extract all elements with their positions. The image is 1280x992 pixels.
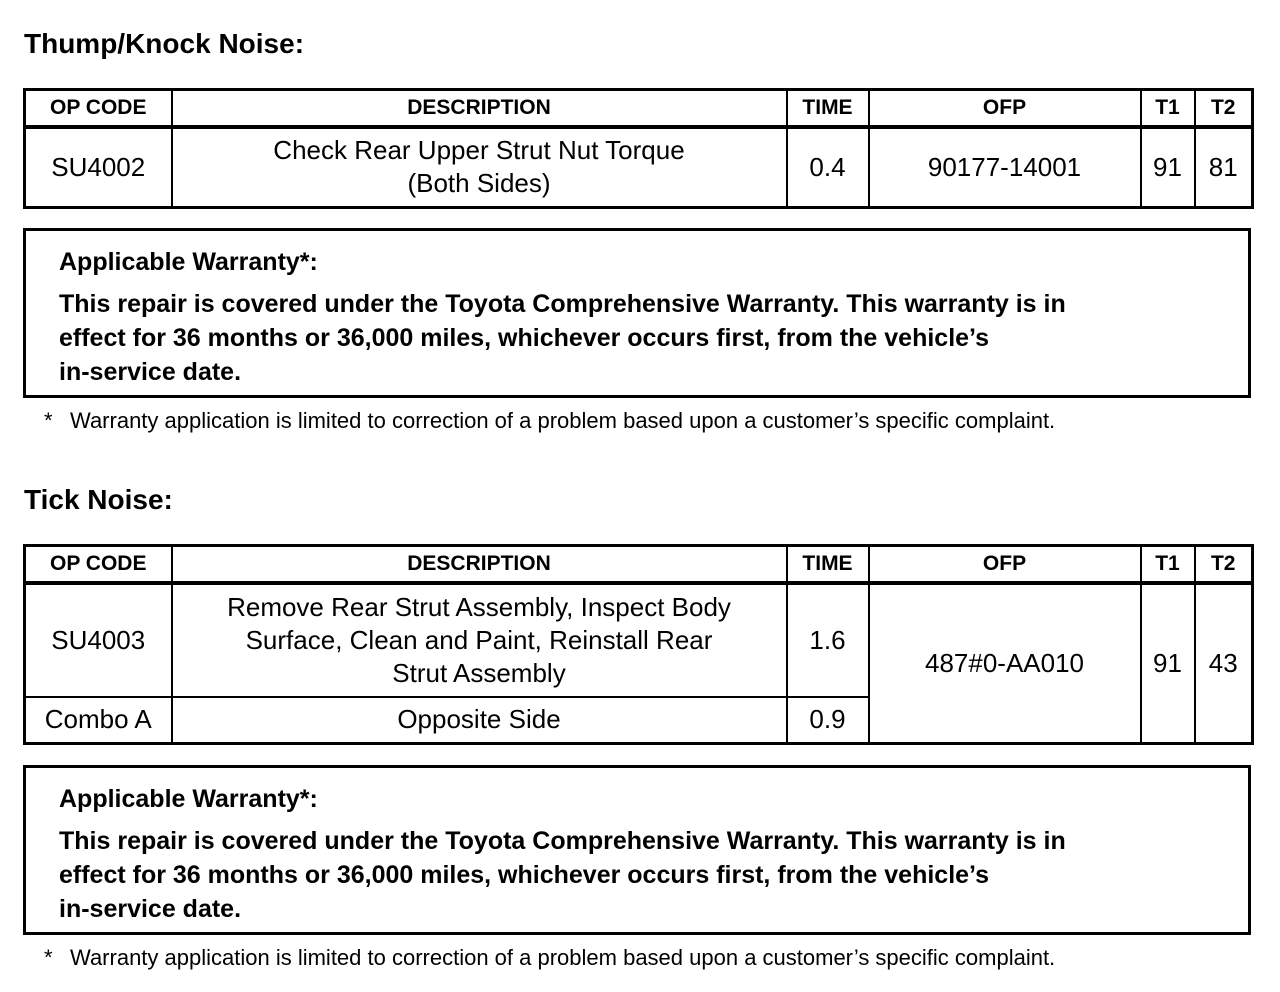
warranty-box-thump-knock	[23, 228, 1251, 398]
ofp-cell: 487#0-AA010	[869, 583, 1141, 743]
section-title-thump-knock: Thump/Knock Noise:	[24, 28, 305, 59]
opcode-table-tick	[23, 544, 1254, 745]
opcode-table-thump-knock	[23, 88, 1254, 209]
warranty-footnote	[44, 945, 1055, 971]
description-line: Surface, Clean and Paint, Reinstall Rear	[245, 625, 713, 655]
time-cell: 1.6	[787, 583, 869, 697]
description-line: (Both Sides)	[407, 168, 551, 199]
description-cell	[172, 583, 787, 697]
warranty-box-tick	[23, 765, 1251, 935]
footnote-text: Warranty application is limited to correction of a problem based upon a customer’s specific complaint.	[70, 945, 1056, 970]
op-code-cell: Combo A	[25, 697, 172, 743]
col-header-op-code: OP CODE	[25, 546, 172, 584]
col-header-description: DESCRIPTION	[172, 546, 787, 584]
col-header-op-code: OP CODE	[25, 90, 172, 128]
col-header-t2: T2	[1195, 546, 1253, 584]
warranty-body-line: effect for 36 months or 36,000 miles, whichever occurs first, from the vehicle’s	[59, 861, 989, 889]
table-header-row	[25, 90, 1253, 128]
t1-cell: 91	[1141, 583, 1195, 743]
op-code-cell: SU4002	[25, 127, 172, 207]
warranty-title: Applicable Warranty*:	[59, 248, 318, 276]
warranty-body-line: This repair is covered under the Toyota Comprehensive Warranty. This warranty is in	[59, 290, 1066, 318]
col-header-time: TIME	[787, 90, 869, 128]
time-cell: 0.4	[787, 127, 869, 207]
description-cell	[172, 697, 787, 743]
table-row	[25, 583, 1253, 697]
warranty-body-line: This repair is covered under the Toyota Comprehensive Warranty. This warranty is in	[59, 827, 1066, 855]
warranty-body-line: in-service date.	[59, 895, 242, 923]
description-line: Check Rear Upper Strut Nut Torque	[273, 135, 685, 166]
col-header-description: DESCRIPTION	[172, 90, 787, 128]
description-cell	[172, 127, 787, 207]
description-line: Strut Assembly	[392, 658, 566, 688]
warranty-footnote	[44, 408, 1055, 434]
warranty-body-line: effect for 36 months or 36,000 miles, whichever occurs first, from the vehicle’s	[59, 324, 989, 352]
t1-cell: 91	[1141, 127, 1195, 207]
footnote-marker: *	[44, 408, 53, 433]
col-header-t1: T1	[1141, 546, 1195, 584]
warranty-body-line: in-service date.	[59, 358, 242, 386]
col-header-t1: T1	[1141, 90, 1195, 128]
description-line: Remove Rear Strut Assembly, Inspect Body	[227, 592, 731, 622]
time-cell: 0.9	[787, 697, 869, 743]
warranty-title: Applicable Warranty*:	[59, 785, 318, 813]
section-title-tick: Tick Noise:	[24, 484, 173, 515]
table-header-row	[25, 546, 1253, 584]
op-code-cell: SU4003	[25, 583, 172, 697]
t2-cell: 43	[1195, 583, 1253, 743]
description-line: Opposite Side	[397, 704, 561, 735]
t2-cell: 81	[1195, 127, 1253, 207]
col-header-ofp: OFP	[869, 546, 1141, 584]
footnote-text: Warranty application is limited to correction of a problem based upon a customer’s specific complaint.	[70, 408, 1056, 433]
warranty-body	[59, 824, 1229, 926]
table-row	[25, 127, 1253, 207]
ofp-cell: 90177-14001	[869, 127, 1141, 207]
footnote-marker: *	[44, 945, 53, 970]
warranty-body	[59, 287, 1229, 389]
col-header-time: TIME	[787, 546, 869, 584]
col-header-ofp: OFP	[869, 90, 1141, 128]
col-header-t2: T2	[1195, 90, 1253, 128]
